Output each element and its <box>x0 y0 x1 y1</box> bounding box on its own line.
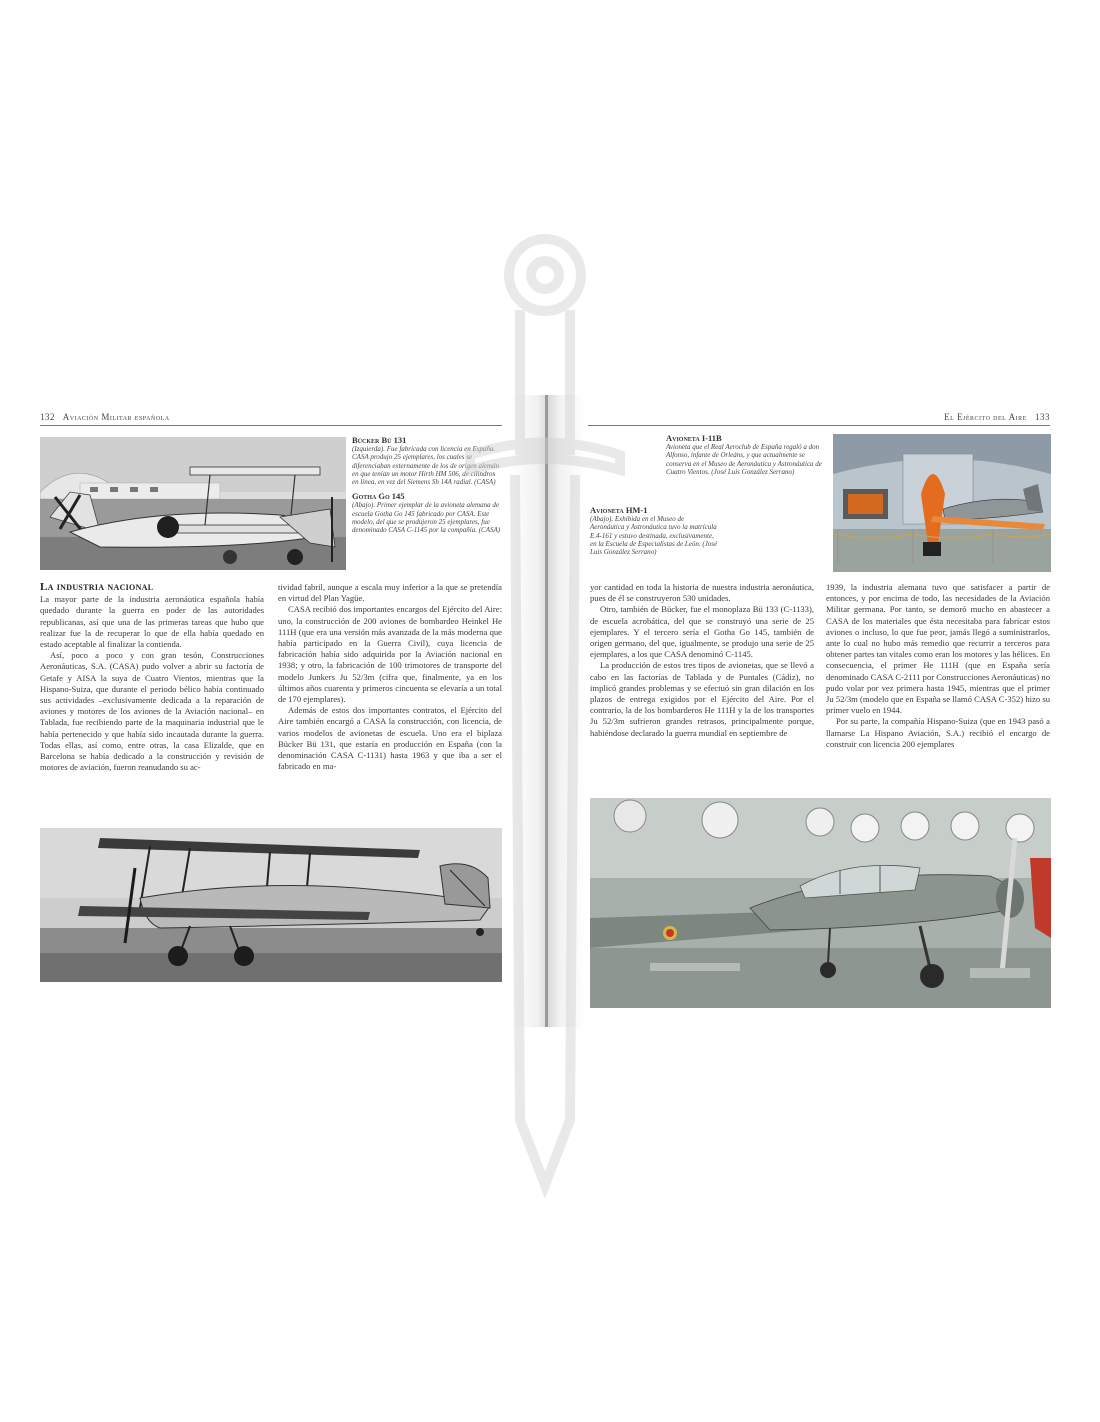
photo-bucker-bu131 <box>40 437 346 570</box>
photo-gotha-go145 <box>40 828 502 982</box>
paragraph: Otro, también de Bücker, fue el monoplaza Bü 133 (C-1133), de escuela acrobática, del que se construyó una serie de 25 ejemplares. Y el tercero sería el Gotha Go 145, también de origen germano, del que, igualmente, se produjo una serie de 25 ejemplares, a los que CASA denominó C-1145. <box>590 604 814 660</box>
caption-title: Avioneta HM-1 <box>590 505 648 515</box>
caption-text: (Abajo). Primer ejemplar de la avioneta alemana de escuela Gotha Go 145 fabricado por CASA. Este modelo, del que se produjeron 25 ejemplares, fue denominado CASA C-1145 por la compañía. (CASA) <box>352 501 501 535</box>
page-edge <box>545 395 548 1027</box>
paragraph: CASA recibió dos importantes encargos del Ejército del Aire: uno, la construcción de 200 aviones de bombardeo Heinkel He 111H (que era una versión más avanzada de la más moderna que había participado en la Guerra Civil), cuya licencia de fabricación había sido adquirida por la Aviación nacional en 1938; y otro, la fabricación de 100 trimotores de transporte del modelo Junkers Ju 52/3m (cifra que, finalmente, ya en los últimos años cuarenta y primeros cincuenta se elevaría a un total de 170 ejemplares). <box>278 604 502 705</box>
gutter-shadow <box>510 395 586 1027</box>
caption-title: Avioneta I-11B <box>666 433 722 443</box>
right-page-number: 133 <box>1035 412 1050 422</box>
right-running-title: El Ejército del Aire <box>944 412 1027 422</box>
paragraph: Por su parte, la compañía Hispano-Suiza (que en 1943 pasó a llamarse La Hispano Aviación, S.A.) recibió el encargo de construir con licencia 200 ejemplares <box>826 716 1050 749</box>
left-header-rule <box>40 425 502 426</box>
caption-text: Avioneta que el Real Aeroclub de España regaló a don Alfonso, infante de Orleáns, y que actualmente se conserva en el Museo de Aeronáutica y Astronáutica de Cuatro Vientos. (José Luis González Serrano) <box>666 443 822 476</box>
caption-text: (Izquierda). Fue fabricada con licencia en España. CASA produjo 25 ejemplares, los cuales se diferenciaban externamente de los de origen alemán en que tenían un motor Hirth HM 506, de cilindros en línea, en vez del Siemens Sh 14A radial. (CASA) <box>352 445 500 487</box>
caption-i11b <box>666 434 826 476</box>
caption-title: Bücker Bü 131 <box>352 435 407 445</box>
caption-hm1 <box>590 506 720 556</box>
caption-text: (Abajo). Exhibida en el Museo de Aeronáutica y Astronáutica tuvo la matrícula E.4-161 y estuvo destinada, exclusivamente, en la Escuela de Especialistas de León. (José Luis González Serrano) <box>590 515 718 557</box>
book-spread <box>40 395 1056 1027</box>
left-page <box>40 410 508 1027</box>
left-running-head <box>40 412 170 422</box>
right-page <box>588 410 1056 1017</box>
right-column-1 <box>590 582 814 739</box>
paragraph: La mayor parte de la industria aeronáutica española había quedado durante la guerra en poder de las autoridades republicanas, así que una de las primeras tareas que hubo que realizar fue la de recuperar lo que de ella había quedado en estado aceptable al finalizar la contienda. <box>40 594 264 650</box>
paragraph: yor cantidad en toda la historia de nuestra industria aeronáutica, pues de él se construyeron 530 unidades. <box>590 582 814 604</box>
left-column-2 <box>278 582 502 772</box>
caption-title: Gotha Go 145 <box>352 491 405 502</box>
left-running-title: Aviación Militar española <box>62 412 170 422</box>
paragraph: Así, poco a poco y con gran tesón, Construcciones Aeronáuticas, S.A. (CASA) pudo volver a abrir su factoría de Getafe y AISA la suya de Cuatro Vientos, mientras que la Hispano-Suiza, que durante el periodo bélico había continuado sus actividades –exclusivamente dedicada a la reparación de aviones y motores de los aviones de la Aviación nacional– en Tablada, fue recibiendo parte de la maquinaria industrial que le había pertenecido y que había sido incautada durante la guerra. Todas ellas, así como, entre otras, la casa Elizalde, que en Barcelona se había dedicado a la construcción y revisión de motores de aviación, fueron reanudando su ac- <box>40 650 264 773</box>
right-header-rule <box>588 425 1050 426</box>
photo-avioneta-i11b <box>833 434 1051 572</box>
photo-avioneta-hm1 <box>590 798 1051 1008</box>
right-column-2 <box>826 582 1050 750</box>
section-title: La industria nacional <box>40 581 154 593</box>
left-page-number: 132 <box>40 412 55 422</box>
paragraph: Además de estos dos importantes contratos, el Ejército del Aire también encargó a CASA la construcción, con licencia, de varios modelos de avionetas de escuela. Uno era el biplaza Bücker Bü 131, que estaría en producción en España (con la denominación CASA C-1131) hasta 1963 y que iba a ser el fabricado en ma- <box>278 705 502 772</box>
paragraph: tividad fabril, aunque a escala muy inferior a la que se pretendía en virtud del Plan Yagüe. <box>278 582 502 604</box>
caption-bucker <box>352 436 502 534</box>
right-running-head <box>944 412 1050 422</box>
paragraph: La producción de estos tres tipos de avionetas, que se llevó a cabo en las factorías de Tablada y de Puntales (Cádiz), no implicó grandes problemas y se efectuó sin gran dilación en los plazos de entrega exigidos por el Ejército del Aire. Por el contrario, la de los bombarderos He 111H y la de los transportes Ju 52/3m sufrieron grandes retrasos, principalmente porque, habiéndose declarado la guerra mundial en septiembre de <box>590 660 814 738</box>
paragraph: 1939, la industria alemana tuvo que satisfacer a partir de entonces, y por encima de todo, las necesidades de la Aviación Militar germana. Por tanto, se demoró mucho en abastecer a CASA de los materiales que ésta necesitaba para fabricar estos aviones o incluso, lo que fue peor, jamás llegó a suministrarlos, ante lo cual no hubo más remedio que recurrir a terceros para obtener partes tan vitales como eran los motores y las hélices. En consecuencia, el primer He 111H (que en España sería denominado CASA C-2111 por Construcciones Aeronáuticas) no pudo volar por vez primera hasta 1945, mientras que el primer Ju 52/3m (modelo que en España se llamó CASA C-352) hizo su primer vuelo en 1944. <box>826 582 1050 716</box>
left-column-1 <box>40 582 264 773</box>
